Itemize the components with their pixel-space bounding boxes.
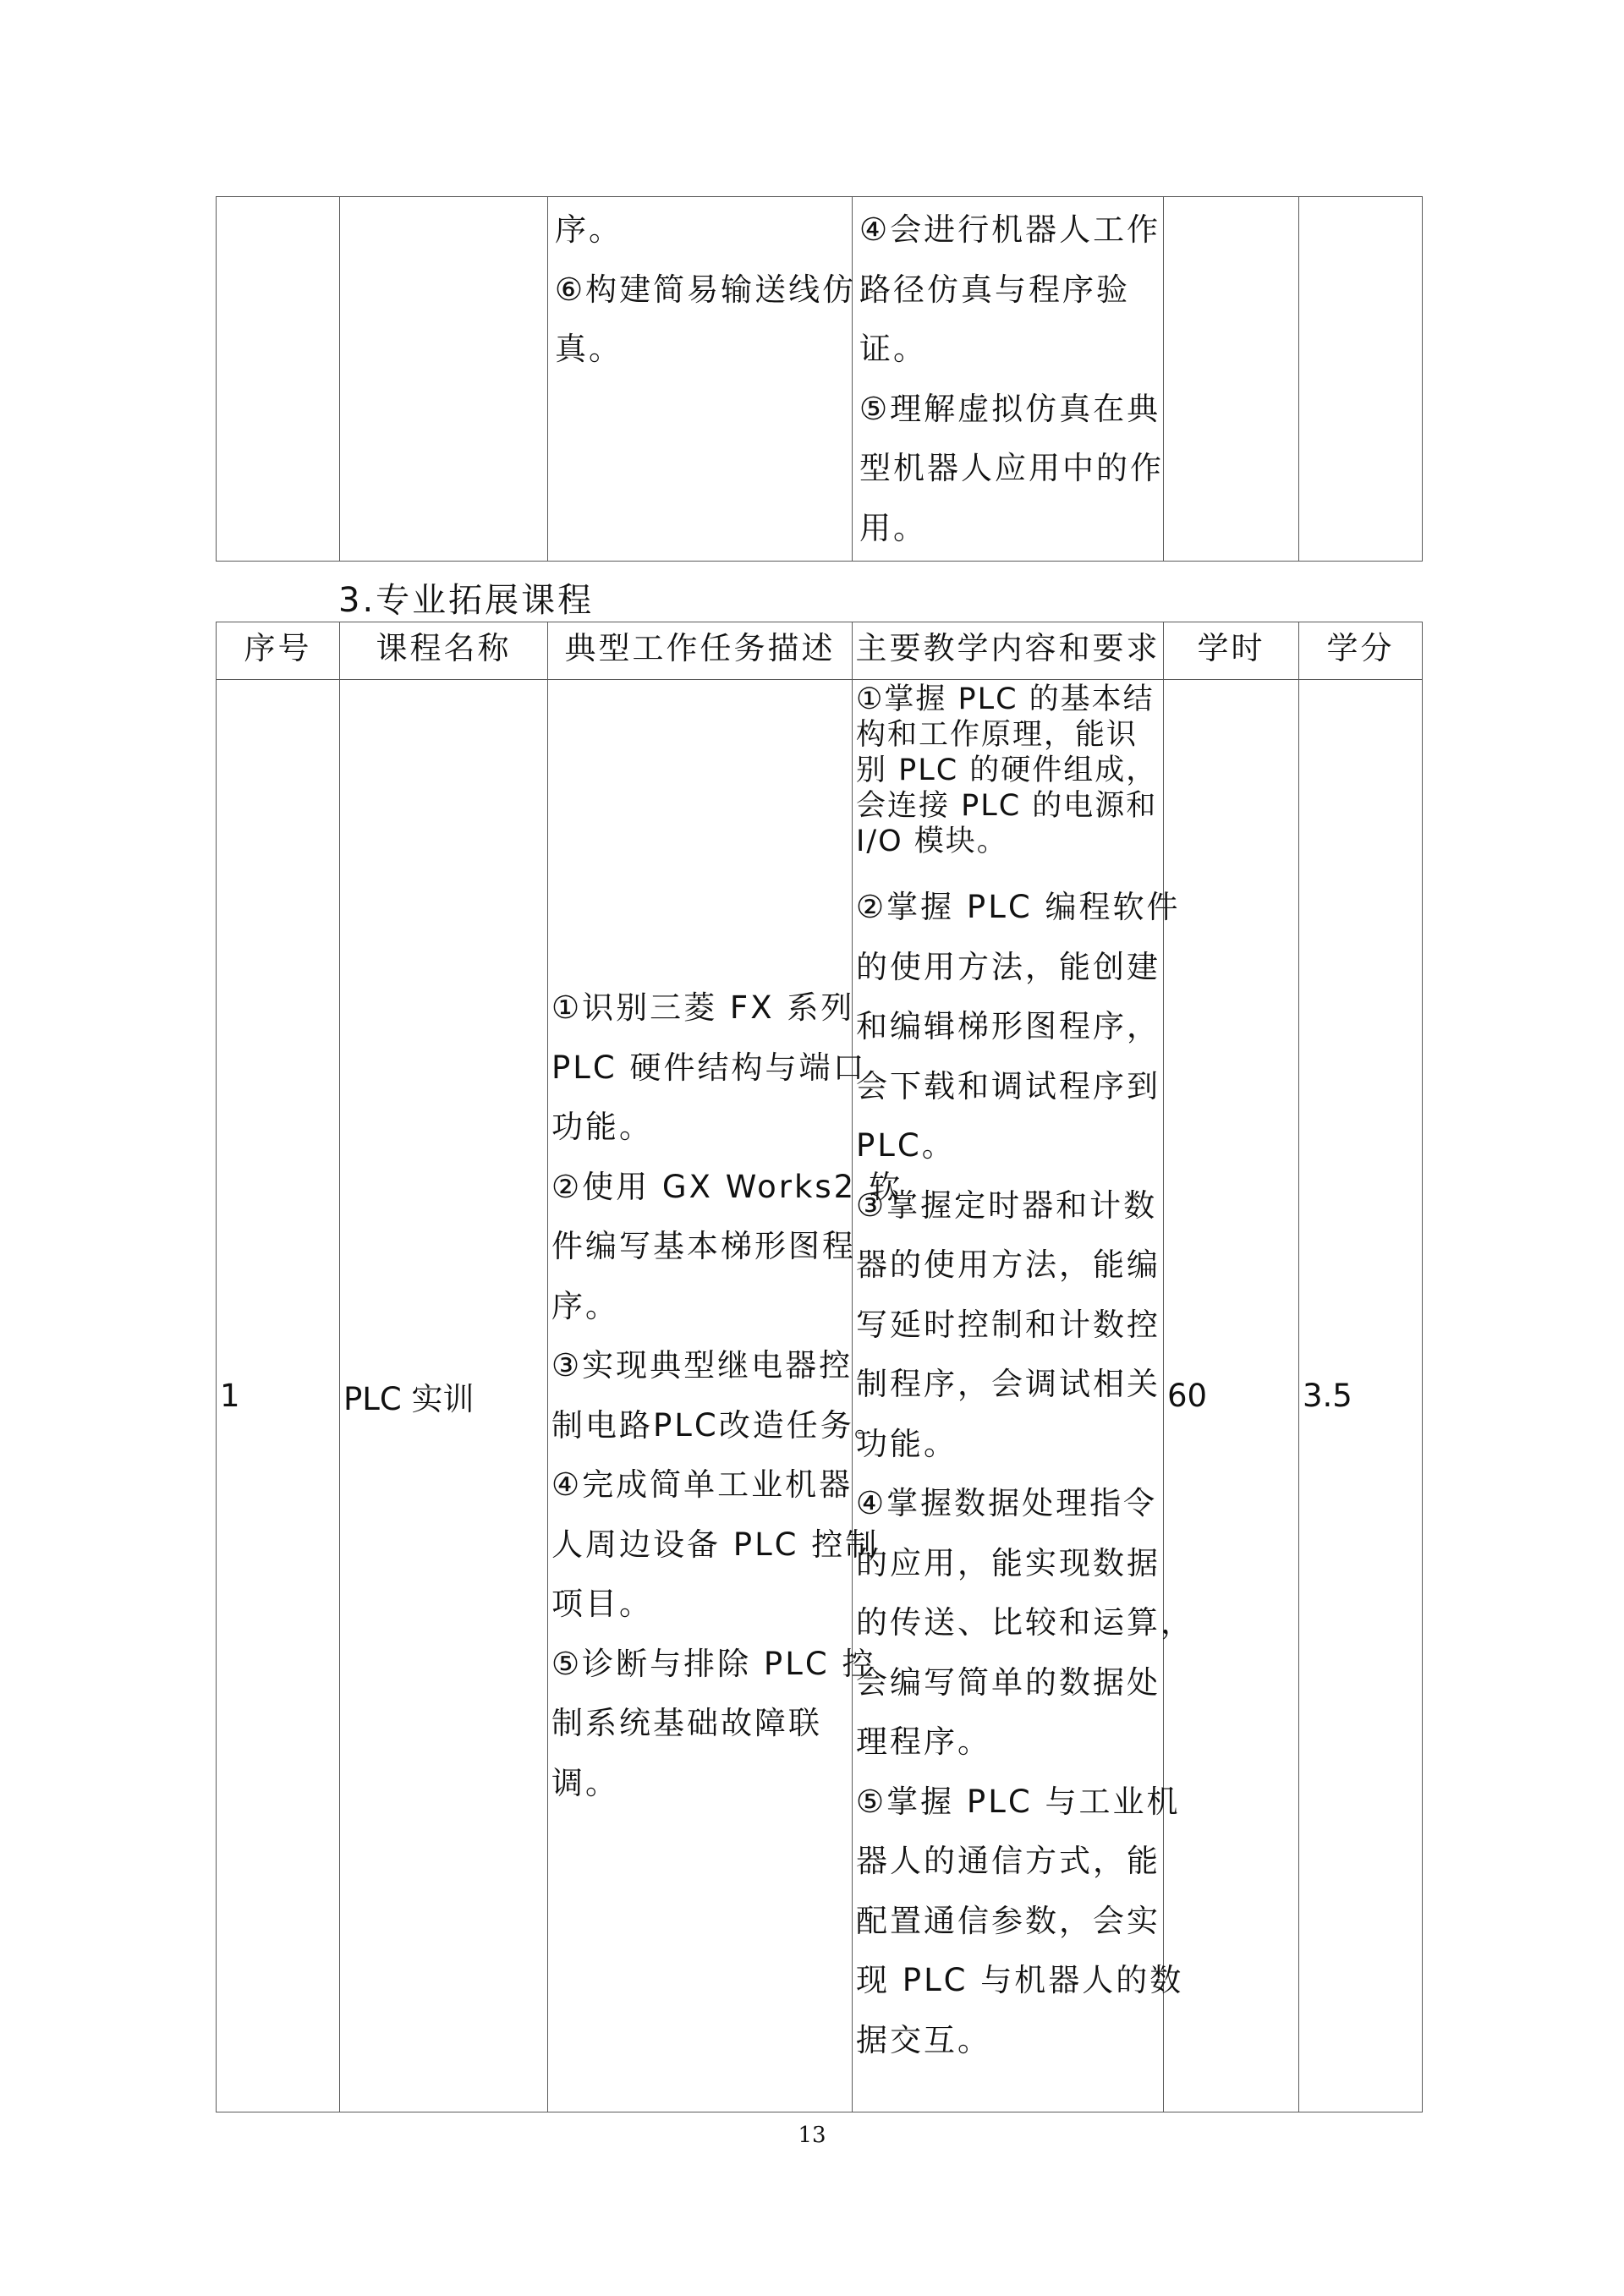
cont-hours-cell <box>1164 197 1299 562</box>
content-line: 会连接 PLC 的电源和 <box>856 789 1158 823</box>
task-line: 制电路PLC改造任务。 <box>551 1406 888 1444</box>
task-line: 人周边设备 PLC 控制 <box>551 1526 880 1563</box>
table-row <box>217 680 1423 2112</box>
course-table <box>216 622 1423 2112</box>
task-line: 制系统基础故障联 <box>551 1705 822 1741</box>
row-credits: 3.5 <box>1299 680 1423 2112</box>
content-line: 的使用方法，能创建 <box>856 948 1160 985</box>
content-line: 理程序。 <box>856 1723 991 1760</box>
task-line: 项目。 <box>551 1586 653 1622</box>
continuation-row <box>217 197 1423 562</box>
content-line: 器的使用方法，能编 <box>856 1247 1160 1283</box>
row-hours: 60 <box>1164 680 1299 2112</box>
task-line: PLC 硬件结构与端口 <box>551 1049 867 1086</box>
task-line: ④完成简单工业机器 <box>551 1466 853 1503</box>
content-line: ④掌握数据处理指令 <box>856 1485 1158 1521</box>
content-line: PLC。 <box>856 1127 956 1164</box>
row-course-name: PLC 实训 <box>340 680 548 2112</box>
section-heading: 3.专业拓展课程 <box>338 581 595 620</box>
task-line: ②使用 GX Works2 软 <box>551 1168 903 1205</box>
cont-content-line: 用。 <box>859 509 927 546</box>
task-line: ⑤诊断与排除 PLC 控 <box>551 1645 876 1682</box>
cont-content-cell <box>853 197 1164 562</box>
task-line: 序。 <box>551 1287 619 1324</box>
task-line: ①识别三菱 FX 系列 <box>551 989 855 1026</box>
page-number: 13 <box>798 2123 826 2148</box>
content-line: 写延时控制和计数控 <box>856 1306 1160 1343</box>
content-line: 制程序，会调试相关 <box>856 1366 1160 1402</box>
cont-credits-cell <box>1299 197 1423 562</box>
header-hours: 学时 <box>1164 622 1299 680</box>
cont-index-cell <box>217 197 340 562</box>
content-line: ②掌握 PLC 编程软件 <box>856 889 1181 925</box>
content-line: 别 PLC 的硬件组成， <box>856 753 1158 787</box>
content-line: ①掌握 PLC 的基本结 <box>856 682 1155 716</box>
cont-task-cell <box>548 197 857 562</box>
content-line: 和编辑梯形图程序， <box>856 1008 1160 1044</box>
task-line: 调。 <box>551 1764 619 1801</box>
task-line: 件编写基本梯形图程 <box>551 1228 856 1264</box>
cont-content-line: 路径仿真与程序验 <box>859 271 1130 308</box>
content-line: 据交互。 <box>856 2021 991 2058</box>
content-line: ③掌握定时器和计数 <box>856 1186 1158 1224</box>
content-line: 现 PLC 与机器人的数 <box>856 1962 1184 1998</box>
row-index: 1 <box>217 680 340 2112</box>
content-line: 配置通信参数，会实 <box>856 1902 1160 1939</box>
cont-content-line: 型机器人应用中的作 <box>859 450 1164 486</box>
task-line: 功能。 <box>551 1109 653 1145</box>
header-index: 序号 <box>217 622 340 680</box>
content-line: 会编写简单的数据处 <box>856 1663 1160 1701</box>
content-line: ⑤掌握 PLC 与工业机 <box>856 1783 1181 1820</box>
cont-content-line: ④会进行机器人工作 <box>859 211 1161 248</box>
cont-task-line: 序。 <box>555 211 623 248</box>
continuation-table <box>216 196 1423 562</box>
content-line: 的传送、比较和运算， <box>856 1604 1194 1641</box>
content-line: I/O 模块。 <box>856 825 1008 858</box>
header-credits: 学分 <box>1299 622 1423 680</box>
cont-content-line: ⑤理解虚拟仿真在典 <box>859 390 1161 427</box>
task-line: ③实现典型继电器控 <box>551 1347 853 1384</box>
cont-task-line: 真。 <box>555 331 623 367</box>
row-task-cell <box>548 680 903 2112</box>
cont-content-line: 证。 <box>859 331 927 367</box>
content-line: 的应用，能实现数据 <box>856 1544 1160 1581</box>
content-line: 器人的通信方式，能 <box>856 1843 1160 1879</box>
header-teaching-content: 主要教学内容和要求 <box>853 622 1164 680</box>
content-line: 会下载和调试程序到 <box>856 1067 1160 1104</box>
content-line: 功能。 <box>856 1425 957 1462</box>
cont-task-line: ⑥构建简易输送线仿 <box>555 271 857 308</box>
cont-course-cell <box>340 197 548 562</box>
header-course-name: 课程名称 <box>340 622 548 680</box>
content-line: 构和工作原理，能识 <box>856 718 1138 752</box>
table-header-row <box>217 622 1423 680</box>
header-task-description: 典型工作任务描述 <box>548 622 853 680</box>
